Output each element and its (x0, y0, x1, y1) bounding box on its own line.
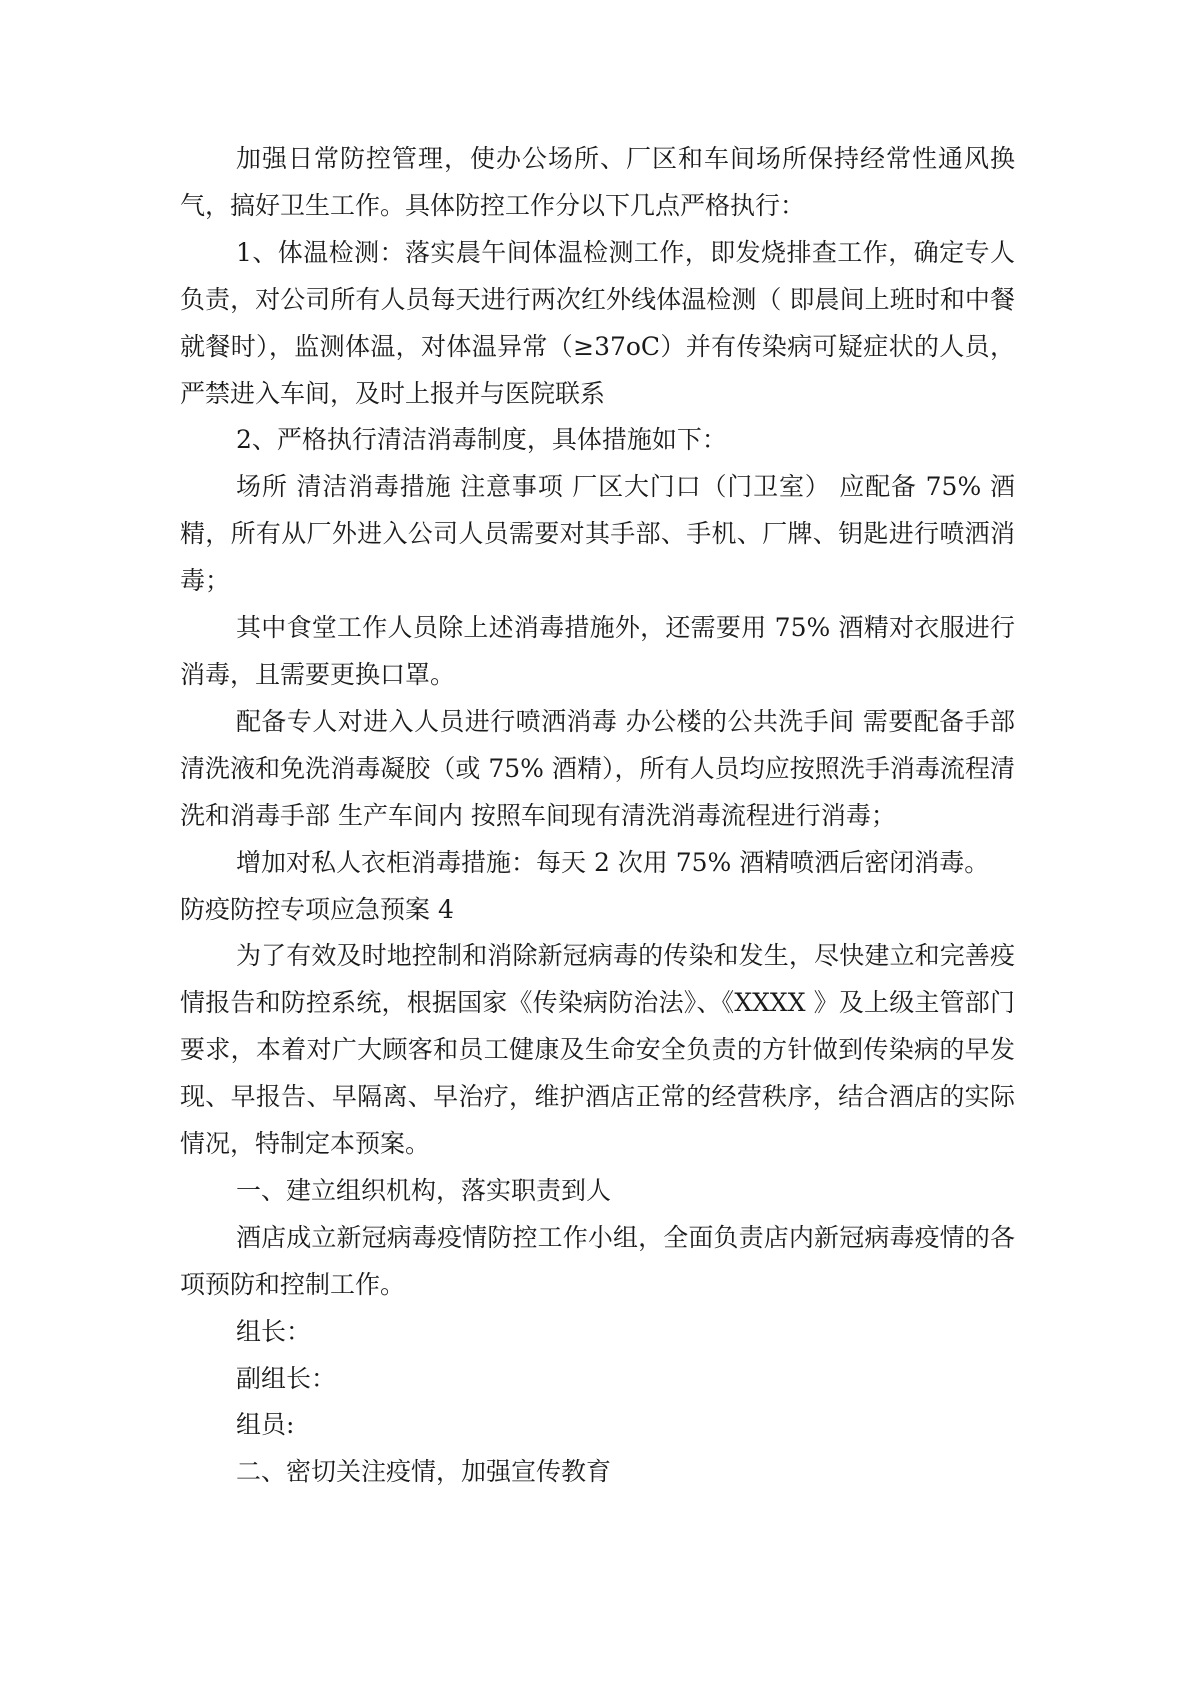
label-deputy-leader: 副组长： (236, 1363, 337, 1393)
label-leader: 组长： (236, 1316, 312, 1346)
label-members: 组员: (236, 1410, 295, 1440)
paragraph-canteen-staff: 其中食堂工作人员除上述消毒措施外，还需要用 75% 酒精对衣服进行消毒，且需要更换口罩。 (180, 613, 1015, 689)
paragraph-office-restroom: 配备专人对进入人员进行喷洒消毒 办公楼的公共洗手间 需要配备手部清洗液和免洗消毒凝胶（或 75% 酒精），所有人员均应按照洗手消毒流程清洗和消毒手部 生产车间内 按照车间现有清洗消毒流程进行消毒； (180, 706, 1015, 830)
document-body (180, 136, 1015, 1496)
paragraph-factory-gate: 场所 清洁消毒措施 注意事项 厂区大门口（门卫室） 应配备 75% 酒精，所有从厂外进入公司人员需要对其手部、手机、厂牌、钥匙进行喷洒消毒； (180, 472, 1015, 596)
paragraph-disinfection-system: 2、严格执行清洁消毒制度，具体措施如下： (236, 425, 727, 455)
paragraph-locker-disinfection: 增加对私人衣柜消毒措施：每天 2 次用 75% 酒精喷洒后密闭消毒。 (236, 847, 990, 877)
paragraph-daily-management: 加强日常防控管理，使办公场所、厂区和车间场所保持经常性通风换气，搞好卫生工作。具体防控工作分以下几点严格执行： (180, 144, 1015, 220)
heading-awareness: 二、密切关注疫情，加强宣传教育 (236, 1457, 612, 1487)
paragraph-working-group: 酒店成立新冠病毒疫情防控工作小组，全面负责店内新冠病毒疫情的各项预防和控制工作。 (180, 1222, 1015, 1299)
heading-organization: 一、建立组织机构，落实职责到人 (236, 1175, 612, 1205)
paragraph-purpose: 为了有效及时地控制和消除新冠病毒的传染和发生，尽快建立和完善疫情报告和防控系统，根据国家《传染病防治法》、《XXXX 》及上级主管部门要求，本着对广大顾客和员工健康及生命安全负责的方针做到传染病的早发现、早报告、早隔离、早治疗，维护酒店正常的经营秩序，结合酒店的实际情况，特制定本预案。 (180, 941, 1015, 1159)
section-title: 防疫防控专项应急预案 4 (180, 894, 454, 924)
paragraph-temperature-check: 1、体温检测：落实晨午间体温检测工作，即发烧排查工作，确定专人负责，对公司所有人员每天进行两次红外线体温检测（ 即晨间上班时和中餐就餐时），监测体温，对体温异常（≥37oC）并有传染病可疑症状的人员，严禁进入车间，及时上报并与医院联系 (180, 237, 1015, 408)
